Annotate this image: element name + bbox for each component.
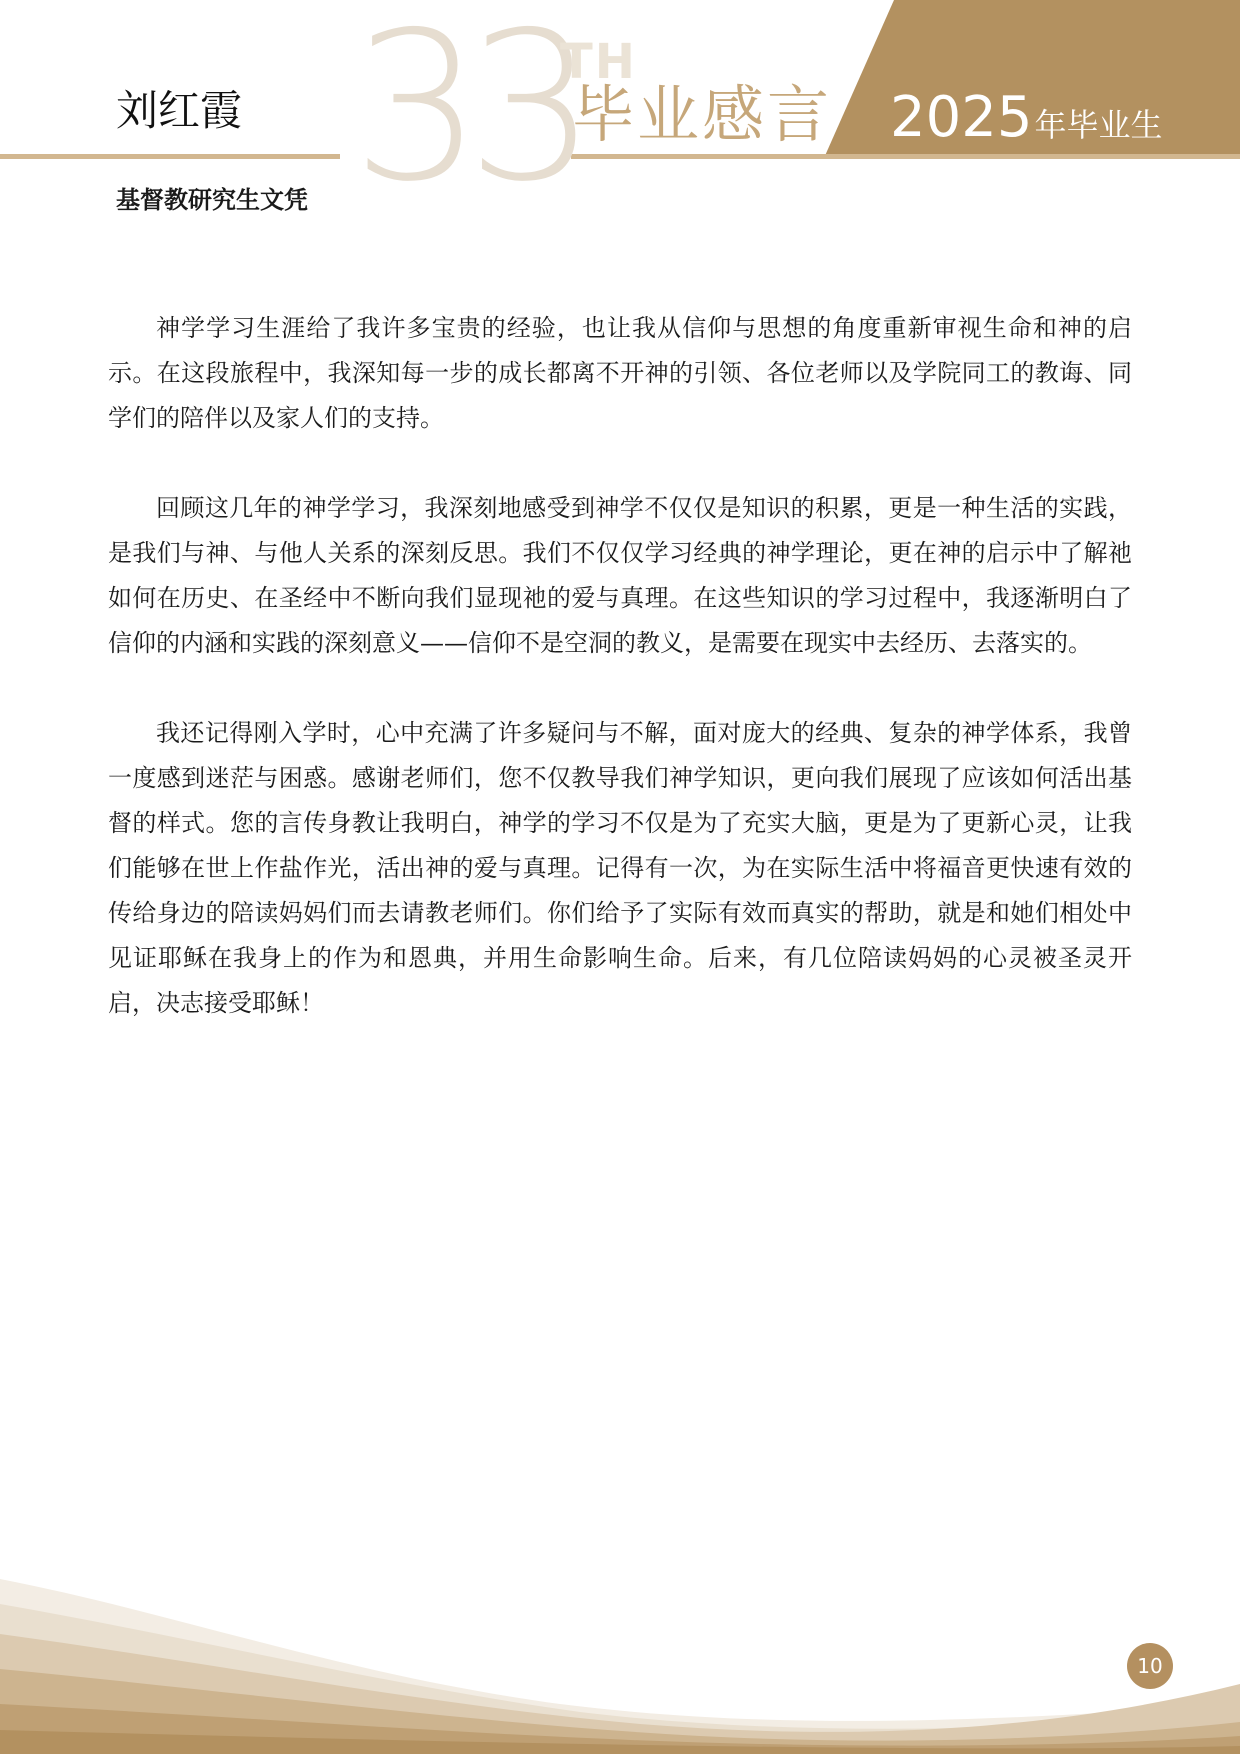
edition-number: 33 [352, 0, 581, 227]
page-number-badge: 10 [1127, 1643, 1173, 1689]
student-name: 刘红霞 [116, 86, 243, 135]
class-year-number: 2025 [890, 85, 1033, 150]
program-name: 基督教研究生文凭 [116, 186, 308, 214]
class-year-suffix: 年毕业生 [1034, 106, 1163, 144]
paragraph-1: 神学学习生涯给了我许多宝贵的经验，也让我从信仰与思想的角度重新审视生命和神的启示。在这段旅程中，我深知每一步的成长都离不开神的引领、各位老师以及学院同工的教诲、同学们的陪伴以及家人们的支持。 [108, 314, 1132, 432]
header-rule-right [571, 154, 1240, 159]
header-rule-left [0, 154, 340, 159]
body-text [108, 306, 1132, 1071]
theme-title: 毕业感言 [572, 78, 833, 151]
footer-wave-decoration [0, 1554, 1240, 1754]
paragraph-2: 回顾这几年的神学学习，我深刻地感受到神学不仅仅是知识的积累，更是一种生活的实践，是我们与神、与他人关系的深刻反思。我们不仅仅学习经典的神学理论，更在神的启示中了解祂如何在历史、在圣经中不断向我们显现祂的爱与真理。在这些知识的学习过程中，我逐渐明白了信仰的内涵和实践的深刻意义——信仰不是空洞的教义，是需要在现实中去经历、去落实的。 [108, 494, 1132, 657]
class-year [890, 85, 1163, 150]
edition-suffix: TH [560, 34, 637, 90]
paragraph-3: 我还记得刚入学时，心中充满了许多疑问与不解，面对庞大的经典、复杂的神学体系，我曾一度感到迷茫与困惑。感谢老师们，您不仅教导我们神学知识，更向我们展现了应该如何活出基督的样式。您的言传身教让我明白，神学的学习不仅是为了充实大脑，更是为了更新心灵，让我们能够在世上作盐作光，活出神的爱与真理。记得有一次，为在实际生活中将福音更快速有效的传给身边的陪读妈妈们而去请教老师们。你们给予了实际有效而真实的帮助，就是和她们相处中见证耶稣在我身上的作为和恩典，并用生命影响生命。后来，有几位陪读妈妈的心灵被圣灵开启，决志接受耶稣！ [108, 719, 1132, 1017]
